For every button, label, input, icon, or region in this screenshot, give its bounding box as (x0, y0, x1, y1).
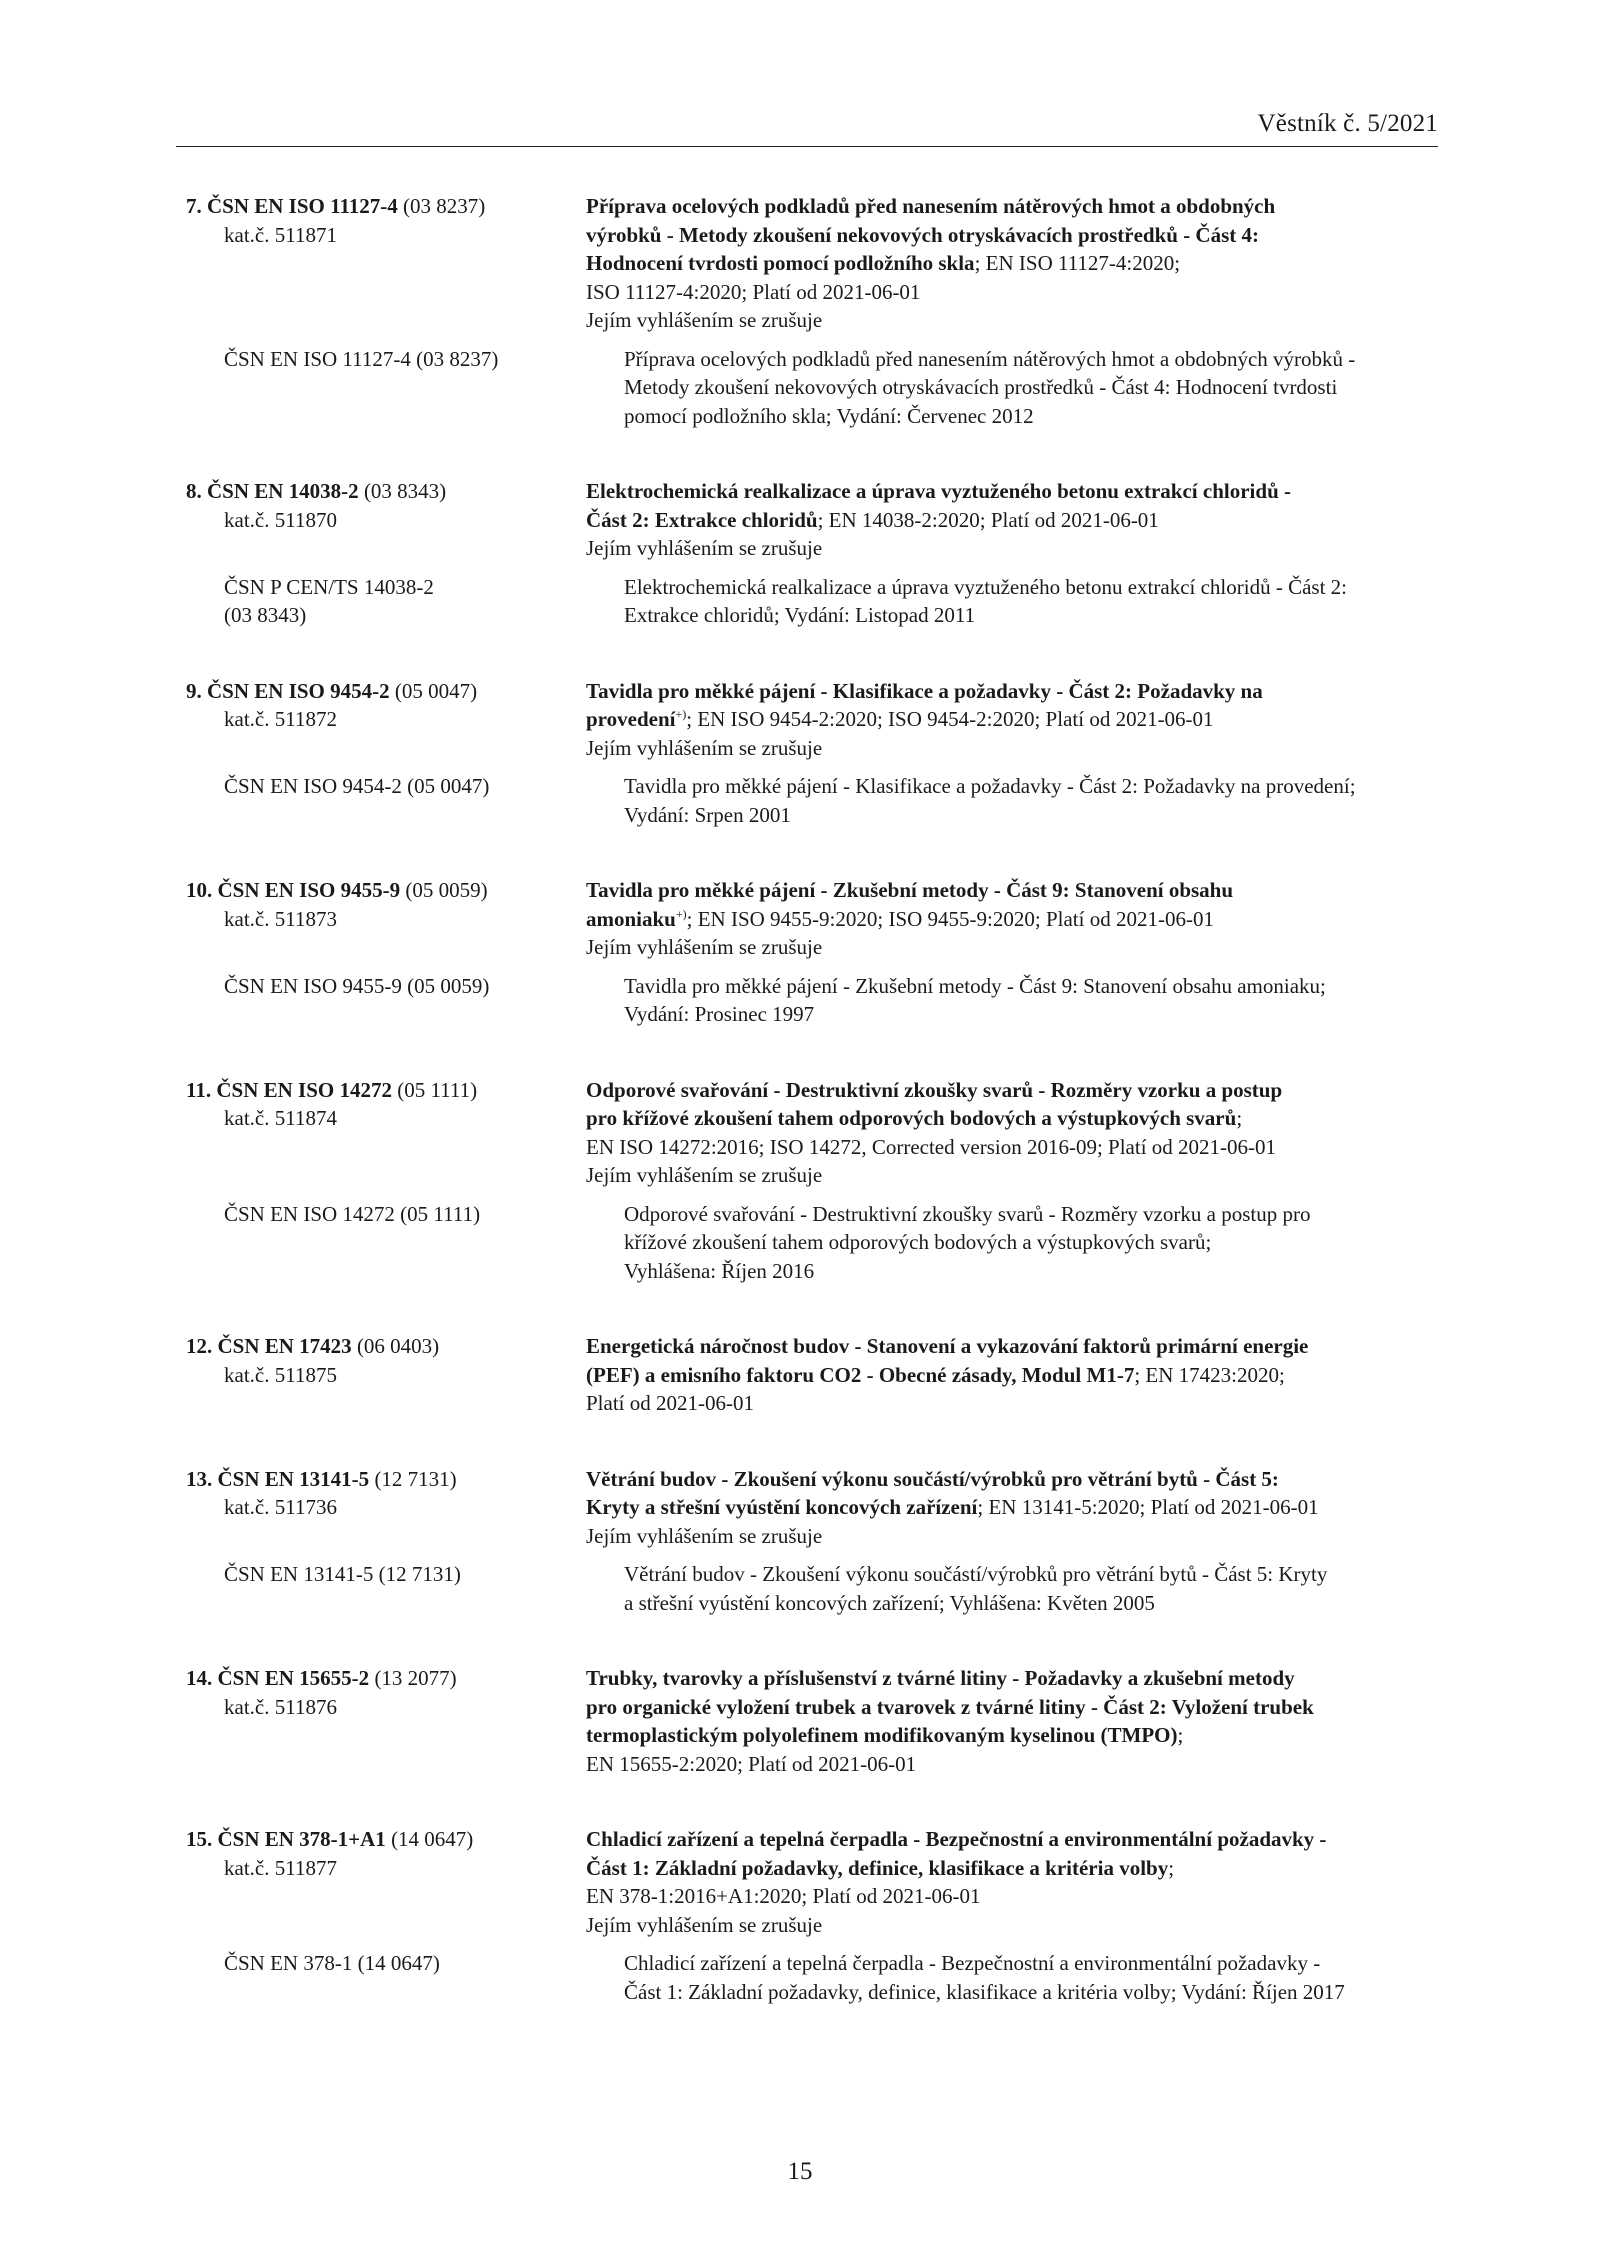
standard-entry (186, 1465, 1446, 1618)
detail-line: EN 15655-2:2020; Platí od 2021-06-01 (586, 1751, 917, 1776)
entry-number: 12. (186, 1334, 213, 1358)
replaced-standard-code: ČSN EN 13141-5 (12 7131) (224, 1562, 461, 1586)
replaced-line: Příprava ocelových podkladů před nanesením nátěrových hmot a obdobných výrobků - (624, 346, 1356, 371)
title-line (586, 1465, 1444, 1494)
standard-title-part: Tavidla pro měkké pájení - Klasifikace a požadavky - Část 2: Požadavky na (586, 678, 1263, 703)
replaced-description (624, 1200, 1482, 1286)
replaced-standard-code: ČSN EN ISO 9454-2 (05 0047) (224, 774, 490, 798)
standard-entry (186, 1332, 1446, 1418)
entry-number: 7. (186, 194, 202, 218)
entry-description (586, 876, 1444, 962)
detail-line: Platí od 2021-06-01 (586, 1391, 754, 1415)
standard-entry (186, 677, 1446, 830)
entry-code-line (186, 677, 586, 706)
entry-identifier (186, 192, 586, 335)
replaced-description (624, 345, 1482, 431)
title-line (586, 705, 1444, 734)
detail-line: EN 378-1:2016+A1:2020; Platí od 2021-06-01 (586, 1884, 981, 1908)
standard-code: ČSN EN ISO 14272 (216, 1077, 392, 1102)
catalog-number: kat.č. 511871 (224, 222, 337, 247)
detail-line: Jejím vyhlášením se zrušuje (586, 536, 823, 560)
standard-code: ČSN EN 13141-5 (217, 1466, 370, 1491)
title-line (586, 1854, 1444, 1883)
entry-code-line (186, 1332, 586, 1361)
detail-line: Jejím vyhlášením se zrušuje (586, 1163, 823, 1187)
entry-description (586, 1664, 1444, 1778)
standard-code: ČSN EN 15655-2 (217, 1666, 370, 1690)
footnote-mark: +) (675, 906, 687, 921)
replaced-line: Metody zkoušení nekovových otryskávacích prostředků - Část 4: Hodnocení tvrdosti (624, 375, 1338, 399)
entry-description (586, 192, 1444, 335)
entry-number: 10. (186, 878, 213, 902)
replaced-line: Vyhlášena: Říjen 2016 (624, 1258, 815, 1283)
standard-title-part: (PEF) a emisního faktoru CO2 - Obecné zásady, Modul M1-7 (586, 1362, 1135, 1387)
standard-entry (186, 192, 1446, 430)
entry-identifier (186, 876, 586, 962)
title-tail: ; EN 17423:2020; (1134, 1362, 1285, 1387)
standard-title-part: termoplastickým polyolefinem modifikovaným kyselinou (TMPO) (586, 1723, 1178, 1747)
entry-main-row (186, 1664, 1446, 1778)
catalog-number: kat.č. 511875 (224, 1362, 337, 1387)
standard-title-part: pro organické vyložení trubek a tvarovek z tvárné litiny - Část 2: Vyložení trubek (586, 1694, 1314, 1719)
title-line (586, 1493, 1444, 1522)
replaced-standard-code: ČSN EN ISO 11127-4 (03 8237) (224, 346, 499, 371)
standard-title-part: Příprava ocelových podkladů před nanesením nátěrových hmot a obdobných (586, 194, 1276, 218)
entry-main-row (186, 477, 1446, 563)
title-line (586, 192, 1444, 221)
standard-title-part: Tavidla pro měkké pájení - Zkušební metody - Část 9: Stanovení obsahu (586, 878, 1234, 902)
catalog-number: kat.č. 511874 (224, 1106, 337, 1130)
standard-title-part: Energetická náročnost budov - Stanovení a vykazování faktorů primární energie (586, 1334, 1309, 1358)
detail-line: ISO 11127-4:2020; Platí od 2021-06-01 (586, 279, 921, 304)
title-line (586, 1664, 1444, 1693)
replaced-standard-code: ČSN EN 378-1 (14 0647) (224, 1951, 440, 1975)
entry-code-line (186, 1076, 586, 1105)
replaced-row (186, 1200, 1446, 1286)
classification-code: (14 0647) (391, 1827, 474, 1851)
entry-code-line (186, 876, 586, 905)
title-line (586, 477, 1444, 506)
title-tail: ; EN ISO 9455-9:2020; ISO 9455-9:2020; Platí od 2021-06-01 (686, 906, 1214, 931)
catalog-number: kat.č. 511876 (224, 1694, 337, 1719)
catalog-number: kat.č. 511736 (224, 1495, 337, 1519)
title-line (586, 1721, 1444, 1750)
replaced-line: Vydání: Srpen 2001 (624, 802, 791, 827)
title-line (586, 905, 1444, 934)
catalog-number: kat.č. 511870 (224, 507, 337, 532)
standard-title-part: Odporové svařování - Destruktivní zkoušky svarů - Rozměry vzorku a postup (586, 1077, 1283, 1102)
entry-description (586, 1825, 1444, 1939)
entry-number: 9. (186, 678, 202, 703)
title-tail: ; (1236, 1106, 1243, 1130)
replaced-line: Část 1: Základní požadavky, definice, klasifikace a kritéria volby; Vydání: Říjen 2017 (624, 1979, 1345, 2004)
replaced-line: Tavidla pro měkké pájení - Klasifikace a požadavky - Část 2: Požadavky na provedení; (624, 774, 1356, 798)
footnote-mark: +) (675, 707, 687, 721)
replaced-row (186, 772, 1446, 829)
classification-code: (03 8343) (363, 479, 447, 503)
page-number: 15 (787, 2158, 813, 2185)
title-line (586, 1825, 1444, 1854)
classification-code: (12 7131) (374, 1466, 457, 1491)
replaced-line: Tavidla pro měkké pájení - Zkušební metody - Část 9: Stanovení obsahu amoniaku; (624, 973, 1326, 998)
entry-number: 14. (186, 1666, 213, 1690)
entry-number: 11. (186, 1077, 212, 1102)
catalog-number: kat.č. 511877 (224, 1855, 337, 1880)
standard-title-part: výrobků - Metody zkoušení nekovových otryskávacích prostředků - Část 4: (586, 222, 1260, 247)
entry-main-row (186, 192, 1446, 335)
entry-identifier (186, 1076, 586, 1190)
replaced-row (186, 1560, 1446, 1617)
entry-identifier (186, 1664, 586, 1778)
replaced-row (186, 345, 1446, 431)
entry-description (586, 477, 1444, 563)
classification-code: (06 0403) (356, 1334, 440, 1358)
journal-header-title: Věstník č. 5/2021 (1257, 110, 1438, 137)
detail-line: Jejím vyhlášením se zrušuje (586, 735, 823, 760)
standard-entry (186, 1825, 1446, 2006)
replaced-description (624, 1949, 1482, 2006)
detail-line: Jejím vyhlášením se zrušuje (586, 308, 823, 332)
replaced-line: a střešní vyústění koncových zařízení; Vyhlášena: Květen 2005 (624, 1590, 1155, 1615)
title-line (586, 876, 1444, 905)
classification-code: (05 0047) (394, 678, 478, 703)
entry-code-line (186, 1465, 586, 1494)
entry-number: 13. (186, 1466, 213, 1491)
standard-title-part: amoniaku (586, 906, 676, 931)
entry-main-row (186, 1465, 1446, 1551)
standard-code: ČSN EN 14038-2 (207, 479, 359, 503)
standard-title-part: pro křížové zkoušení tahem odporových bodových a výstupkových svarů (586, 1106, 1237, 1130)
standard-code: ČSN EN 378-1+A1 (217, 1827, 386, 1851)
title-tail: ; EN 14038-2:2020; Platí od 2021-06-01 (817, 507, 1159, 532)
entry-identifier (186, 1465, 586, 1551)
entry-description (586, 1332, 1444, 1418)
title-tail: ; EN 13141-5:2020; Platí od 2021-06-01 (977, 1495, 1319, 1519)
title-line (586, 1693, 1444, 1722)
title-tail: ; EN ISO 9454-2:2020; ISO 9454-2:2020; Platí od 2021-06-01 (686, 707, 1214, 731)
replaced-row (186, 972, 1446, 1029)
replaced-standard-code: ČSN P CEN/TS 14038-2 (03 8343) (224, 574, 434, 627)
replaced-description (624, 573, 1482, 630)
replaced-row (186, 1949, 1446, 2006)
standard-code: ČSN EN ISO 11127-4 (207, 194, 398, 218)
detail-line: EN ISO 14272:2016; ISO 14272, Corrected version 2016-09; Platí od 2021-06-01 (586, 1134, 1277, 1159)
replaced-standard-code: ČSN EN ISO 9455-9 (05 0059) (224, 973, 490, 998)
detail-line: Jejím vyhlášením se zrušuje (586, 1523, 823, 1548)
catalog-number: kat.č. 511873 (224, 906, 337, 931)
title-line (586, 1361, 1444, 1390)
standard-entry (186, 1664, 1446, 1778)
standard-title-part: Část 1: Základní požadavky, definice, klasifikace a kritéria volby (586, 1855, 1169, 1880)
replaced-line: Chladicí zařízení a tepelná čerpadla - Bezpečnostní a environmentální požadavky - (624, 1951, 1321, 1975)
classification-code: (13 2077) (374, 1666, 457, 1690)
title-line (586, 1104, 1444, 1133)
standard-title-part: provedení (586, 707, 676, 731)
entry-description (586, 677, 1444, 763)
replaced-line: pomocí podložního skla; Vydání: Červenec 2012 (624, 403, 1034, 428)
standard-entry (186, 1076, 1446, 1286)
standard-code: ČSN EN ISO 9455-9 (217, 878, 401, 902)
entry-main-row (186, 1332, 1446, 1418)
entry-identifier (186, 1332, 586, 1418)
entry-identifier (186, 477, 586, 563)
entry-identifier (186, 677, 586, 763)
standard-title-part: Větrání budov - Zkoušení výkonu součástí/výrobků pro větrání bytů - Část 5: (586, 1466, 1279, 1491)
entry-number: 15. (186, 1827, 213, 1851)
replaced-row (186, 573, 1446, 630)
entry-code-line (186, 1825, 586, 1854)
replaced-line: Extrakce chloridů; Vydání: Listopad 2011 (624, 603, 976, 627)
replaced-description (624, 972, 1482, 1029)
detail-line: Jejím vyhlášením se zrušuje (586, 1912, 823, 1937)
entry-description (586, 1076, 1444, 1190)
standard-title-part: Hodnocení tvrdosti pomocí podložního skla (586, 251, 975, 275)
standard-title-part: Kryty a střešní vyústění koncových zařízení (586, 1495, 978, 1519)
catalog-number: kat.č. 511872 (224, 707, 337, 731)
standard-title-part: Elektrochemická realkalizace a úprava vyztuženého betonu extrakcí chloridů - (586, 479, 1291, 503)
entry-description (586, 1465, 1444, 1551)
title-line (586, 677, 1444, 706)
detail-line: Jejím vyhlášením se zrušuje (586, 935, 823, 959)
entry-code-line (186, 477, 586, 506)
replaced-line: křížové zkoušení tahem odporových bodových a výstupkových svarů; (624, 1230, 1212, 1254)
standard-title-part: Část 2: Extrakce chloridů (586, 507, 818, 532)
classification-code: (05 1111) (397, 1077, 478, 1102)
replaced-line: Elektrochemická realkalizace a úprava vyztuženého betonu extrakcí chloridů - Část 2: (624, 574, 1348, 599)
replaced-line: Vydání: Prosinec 1997 (624, 1002, 815, 1026)
replaced-line: Odporové svařování - Destruktivní zkoušky svarů - Rozměry vzorku a postup pro (624, 1201, 1311, 1226)
standards-list (186, 192, 1446, 2053)
standard-code: ČSN EN ISO 9454-2 (207, 678, 390, 703)
title-tail: ; (1177, 1723, 1184, 1747)
entry-main-row (186, 1825, 1446, 1939)
classification-code: (03 8237) (403, 194, 486, 218)
title-tail: ; EN ISO 11127-4:2020; (974, 251, 1181, 275)
entry-main-row (186, 1076, 1446, 1190)
entry-code-line (186, 192, 586, 221)
title-line (586, 221, 1444, 250)
title-line (586, 506, 1444, 535)
entry-main-row (186, 677, 1446, 763)
standard-entry (186, 876, 1446, 1029)
entry-main-row (186, 876, 1446, 962)
header-rule (176, 146, 1438, 147)
replaced-description (624, 1560, 1482, 1617)
replaced-standard-code: ČSN EN ISO 14272 (05 1111) (224, 1201, 481, 1226)
standard-title-part: Chladicí zařízení a tepelná čerpadla - Bezpečnostní a environmentální požadavky - (586, 1827, 1327, 1851)
standard-code: ČSN EN 17423 (217, 1334, 352, 1358)
replaced-line: Větrání budov - Zkoušení výkonu součástí/výrobků pro větrání bytů - Část 5: Kryty (624, 1562, 1328, 1586)
title-line (586, 1076, 1444, 1105)
standard-entry (186, 477, 1446, 630)
replaced-description (624, 772, 1482, 829)
title-line (586, 1332, 1444, 1361)
title-line (586, 249, 1444, 278)
classification-code: (05 0059) (405, 878, 488, 902)
entry-number: 8. (186, 479, 202, 503)
entry-identifier (186, 1825, 586, 1939)
standard-title-part: Trubky, tvarovky a příslušenství z tvárné litiny - Požadavky a zkušební metody (586, 1666, 1295, 1690)
title-tail: ; (1168, 1855, 1175, 1880)
entry-code-line (186, 1664, 586, 1693)
